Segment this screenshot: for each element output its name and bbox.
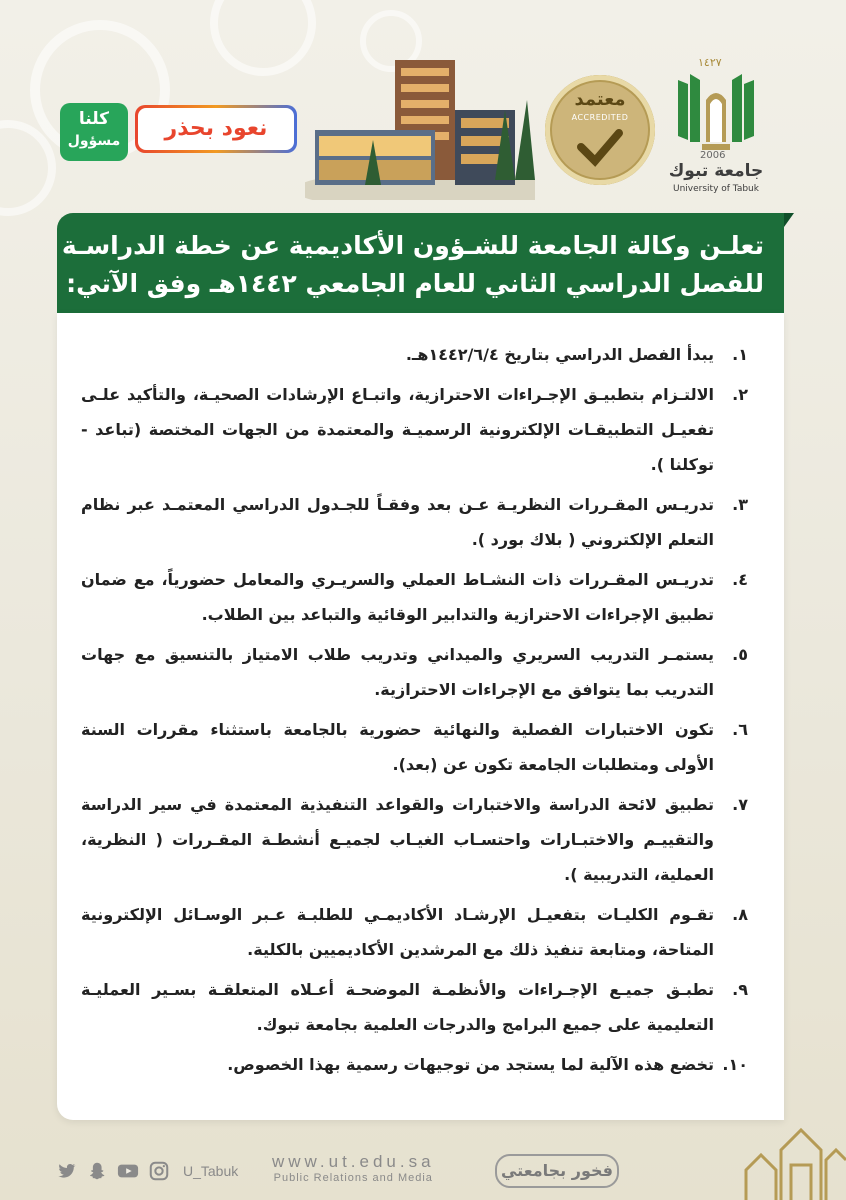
instagram-icon[interactable]	[148, 1160, 170, 1182]
plan-list	[57, 313, 784, 1082]
item-number: ٨.	[732, 905, 748, 924]
accreditation-title-en: ACCREDITED	[571, 113, 629, 122]
item-number: ٩.	[732, 980, 748, 999]
return-carefully-label: نعود بحذر	[138, 108, 294, 150]
item-text: يستمـر التدريب السريري والميداني وتدريب طلاب الامتياز بالتنسيق مع جهات التدريب بما يتوافق مع الإجراءات الاحترازية.	[81, 645, 714, 699]
item-number: ٧.	[732, 795, 748, 814]
accreditation-seal	[545, 75, 655, 185]
title-line-1: تعلـن وكالة الجامعة للشـؤون الأكاديمية عن خطة الدراسـة	[61, 231, 764, 260]
item-number: ٢.	[732, 385, 748, 404]
list-item	[81, 377, 748, 482]
all-responsible-line1: كلنا	[78, 109, 110, 129]
campus-building-image	[305, 50, 535, 200]
item-text: الالتـزام بتطبيـق الإجـراءات الاحترازية، واتبـاع الإرشادات الصحيـة، والتأكيد علـى تفعيـل التطبيقـات الإلكترونية الرسميـة والمعتمدة من الجهات المختصة (تباعد - توكلنا ).	[81, 385, 714, 474]
banner-fold	[784, 213, 794, 227]
item-text: تطبـق جميـع الإجـراءات والأنظمـة الموضحـة أعـلاه المتعلقـة بسـير العمليـة التعليمية على جميع البرامج والدرجات العلمية بجامعة تبوك.	[81, 980, 714, 1034]
list-item	[81, 972, 748, 1042]
list-item	[81, 712, 748, 782]
logo-year: 2006	[700, 150, 726, 161]
item-text: تدريـس المقـررات النظريـة عـن بعد وفقـاً للجـدول الدراسي المعتمـد عبر نظام التعلم الإلكتروني ( بلاك بورد ).	[81, 495, 714, 549]
item-text: تخضع هذه الآلية لما يستجد من توجيهات رسمية بهذا الخصوص.	[227, 1055, 714, 1074]
list-item	[81, 897, 748, 967]
check-mark-icon	[577, 127, 623, 167]
twitter-icon[interactable]	[55, 1160, 77, 1182]
university-logo	[660, 56, 790, 195]
accreditation-title-ar: معتمد	[574, 89, 626, 110]
youtube-icon[interactable]	[117, 1160, 139, 1182]
item-number: ٥.	[732, 645, 748, 664]
header	[0, 0, 846, 215]
university-name-en: University of Tabuk	[673, 184, 759, 194]
title-banner	[57, 213, 784, 313]
list-item	[81, 1047, 748, 1082]
website-url[interactable]: www.ut.edu.sa	[272, 1152, 435, 1171]
item-number: ٤.	[732, 570, 748, 589]
footer	[0, 1140, 846, 1200]
snapchat-icon[interactable]	[86, 1160, 108, 1182]
decorative-pattern	[736, 1110, 846, 1200]
list-item	[81, 787, 748, 892]
university-emblem-icon	[678, 70, 754, 156]
item-number: ٦.	[732, 720, 748, 739]
item-text: تطبيق لائحة الدراسة والاختبارات والقواعد التنفيذية المعتمدة في سير الدراسة والتقييـم والاختبـارات واحتسـاب الغيـاب لجميـع أنشطـة المقـررات ( النظرية، العملية، التدريبية ).	[81, 795, 714, 884]
website-block	[272, 1152, 435, 1184]
item-text: تكون الاختبارات الفصلية والنهائية حضورية بالجامعة باستثناء مقررات السنة الأولى ومتطلبات الجامعة تكون عن (بعد).	[81, 720, 714, 774]
content-card	[57, 313, 784, 1120]
item-number: ١٠.	[722, 1055, 748, 1074]
list-item	[81, 562, 748, 632]
list-item	[81, 637, 748, 707]
social-links	[55, 1158, 238, 1184]
social-handle[interactable]: U_Tabuk	[183, 1163, 239, 1179]
list-item	[81, 337, 748, 372]
return-carefully-badge	[135, 105, 297, 153]
item-number: ٣.	[732, 495, 748, 514]
all-responsible-badge	[60, 103, 128, 161]
item-number: ١.	[732, 345, 748, 364]
title-line-2: للفصل الدراسي الثاني للعام الجامعي ١٤٤٢هـ وفق الآتي:	[66, 269, 764, 298]
proud-slogan: فخور بجامعتي	[495, 1154, 619, 1188]
all-responsible-line2: مسؤول	[67, 133, 121, 149]
item-text: يبدأ الفصل الدراسي بتاريخ ١٤٤٢/٦/٤هـ.	[405, 345, 714, 364]
item-text: تدريـس المقـررات ذات النشـاط العملي والسريـري والمعامل حضورياً، مع ضمان تطبيق الإجراءات الاحترازية والتدابير الوقائية والتباعد بين الطلاب.	[81, 570, 714, 624]
university-name-ar: جامعة تبوك	[668, 161, 764, 181]
list-item	[81, 487, 748, 557]
logo-year-hijri: ١٤٢٧	[698, 56, 722, 69]
item-text: تقـوم الكليـات بتفعيـل الإرشـاد الأكاديمـي للطلبـة عـبر الوسـائل الإلكترونية المتاحة، ومتابعة تنفيذ ذلك مع المرشدين الأكاديميين بالكلية.	[81, 905, 714, 959]
department-name: Public Relations and Media	[273, 1172, 433, 1184]
